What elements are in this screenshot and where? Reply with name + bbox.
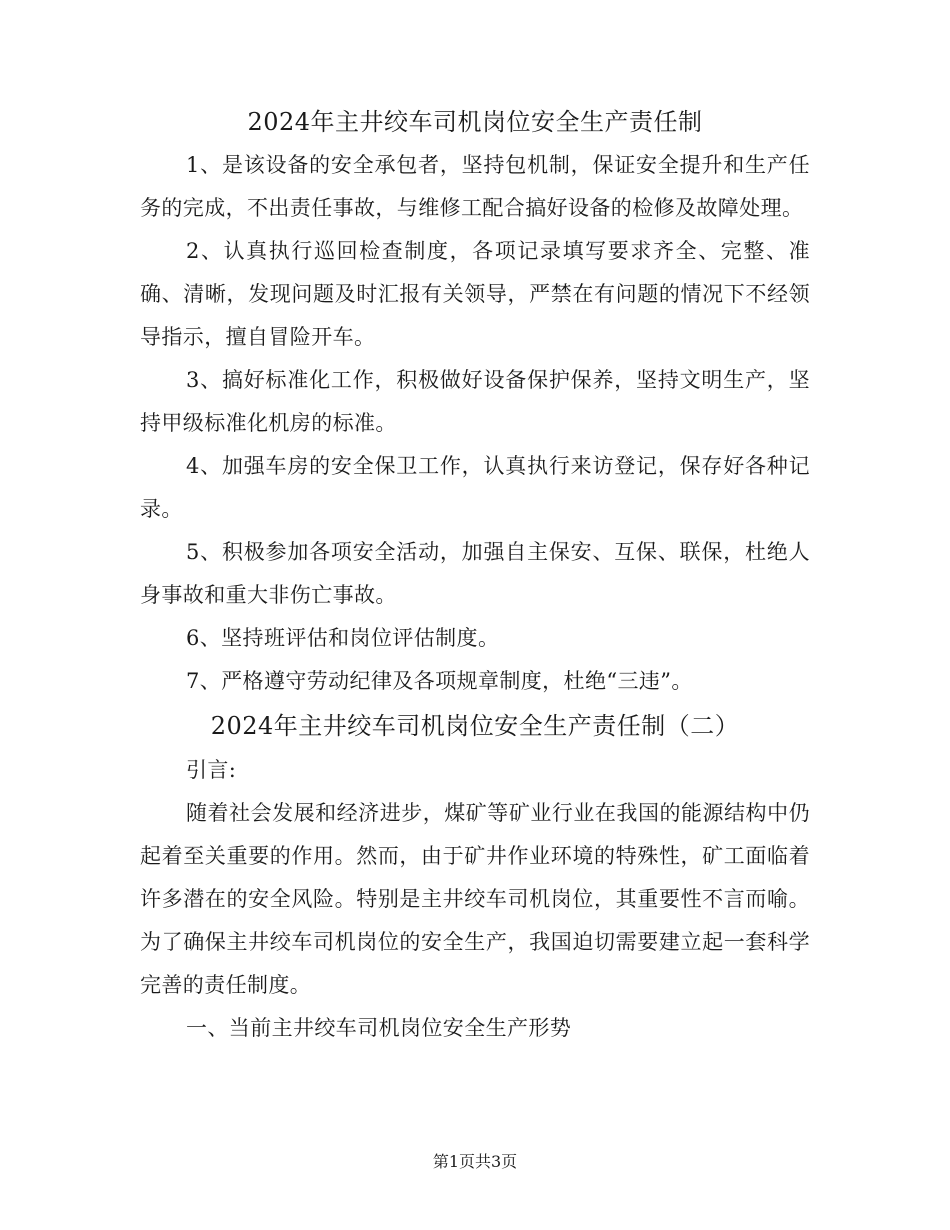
document-body [140,100,810,1050]
page-number: 第1页共3页 [432,1152,518,1171]
item-7: 7、严格遵守劳动纪律及各项规章制度，杜绝“三违”。 [186,669,693,693]
section-title-2: 2024年主井绞车司机岗位安全生产责任制（二） [210,712,740,740]
item-4: 4、加强车房的安全保卫工作，认真执行来访登记，保存好各种记录。 [140,454,810,521]
document-title: 2024年主井绞车司机岗位安全生产责任制 [247,108,703,136]
item-6: 6、坚持班评估和岗位评估制度。 [186,626,500,650]
item-3: 3、搞好标准化工作，积极做好设备保护保养，坚持文明生产，坚持甲级标准化机房的标准。 [140,368,810,435]
item-1: 1、是该设备的安全承包者，坚持包机制，保证安全提升和生产任务的完成，不出责任事故，与维修工配合搞好设备的检修及故障处理。 [140,153,810,220]
intro-paragraph: 随着社会发展和经济进步，煤矿等矿业行业在我国的能源结构中仍起着至关重要的作用。然而，由于矿井作业环境的特殊性，矿工面临着许多潜在的安全风险。特别是主井绞车司机岗位，其重要性不言而喻。为了确保主井绞车司机岗位的安全生产，我国迫切需要建立起一套科学完善的责任制度。 [140,801,810,997]
item-5: 5、积极参加各项安全活动，加强自主保安、互保、联保，杜绝人身事故和重大非伤亡事故。 [140,540,810,607]
item-2: 2、认真执行巡回检查制度，各项记录填写要求齐全、完整、准确、清晰，发现问题及时汇报有关领导，严禁在有问题的情况下不经领导指示，擅自冒险开车。 [140,239,810,349]
intro-label: 引言: [186,758,237,782]
section-heading-1: 一、当前主井绞车司机岗位安全生产形势 [186,1016,572,1040]
